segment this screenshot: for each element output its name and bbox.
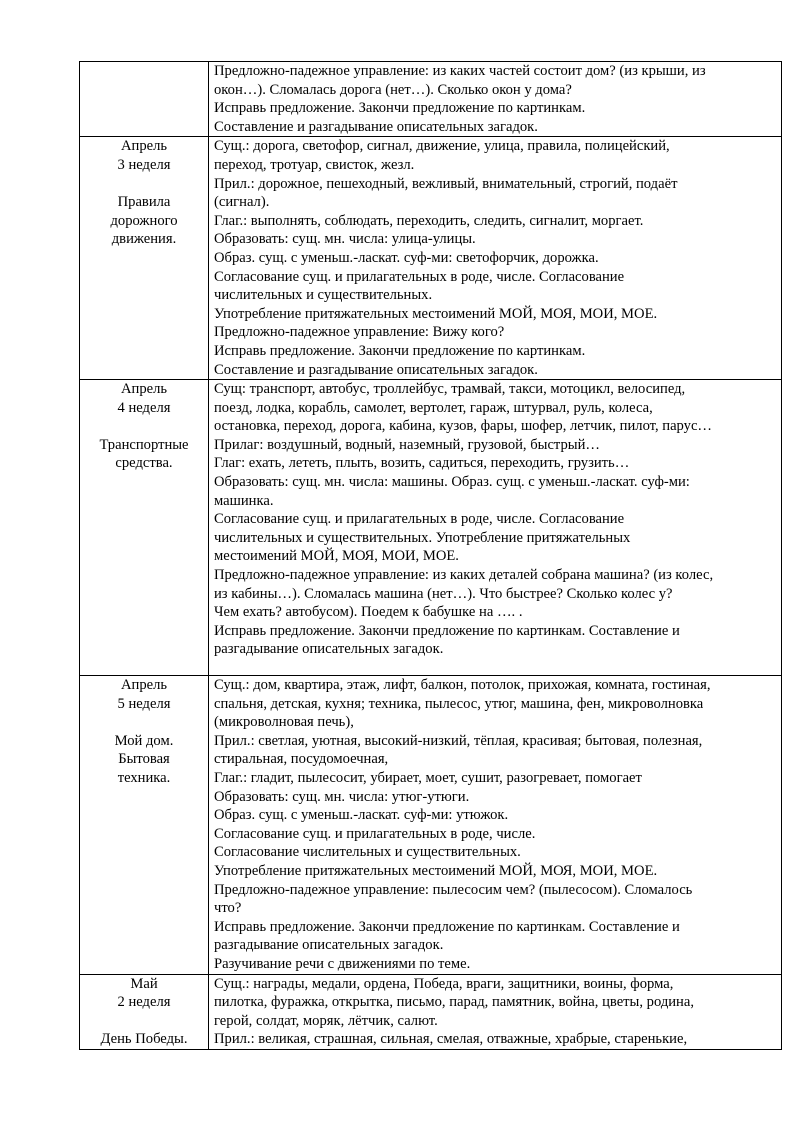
- week-label: 5 неделя: [117, 695, 171, 712]
- period-cell: [80, 676, 209, 975]
- text-line: Употребление притяжательных местоимений МОЙ, МОЯ, МОИ, МОЕ.: [214, 862, 658, 879]
- text-line: разгадывание описательных загадок.: [214, 641, 444, 658]
- text-line: пилотка, фуражка, открытка, письмо, парад, памятник, война, цветы, родина,: [214, 994, 694, 1011]
- period-cell: [80, 380, 209, 676]
- text-line: Образовать: сущ. мн. числа: утюг-утюги.: [214, 788, 470, 805]
- text-line: Прил.: дорожное, пешеходный, вежливый, внимательный, строгий, подаёт: [214, 175, 678, 192]
- table-row: [80, 380, 782, 676]
- text-line: Предложно-падежное управление: Вижу кого?: [214, 324, 505, 341]
- text-line: Прил.: светлая, уютная, высокий-низкий, тёплая, красивая; бытовая, полезная,: [214, 732, 703, 749]
- period-cell: [80, 62, 209, 137]
- topic-label: техника.: [117, 769, 171, 786]
- text-line: окон…). Сломалась дорога (нет…). Сколько окон у дома?: [214, 81, 572, 98]
- text-line: Глаг.: гладит, пылесосит, убирает, моет, сушит, разогревает, помогает: [214, 769, 642, 786]
- table-row: [80, 137, 782, 380]
- text-line: поезд, лодка, корабль, самолет, вертолет, гараж, штурвал, руль, колеса,: [214, 399, 653, 416]
- period-cell: [80, 974, 209, 1049]
- text-line: Образовать: сущ. мн. числа: улица-улицы.: [214, 231, 476, 248]
- text-line: разгадывание описательных загадок.: [214, 937, 444, 954]
- text-line: остановка, переход, дорога, кабина, кузов, фары, шофер, летчик, пилот, парус…: [214, 418, 713, 435]
- text-line: Согласование сущ. и прилагательных в роде, числе. Согласование: [214, 511, 625, 528]
- topic-label: средства.: [115, 455, 173, 472]
- text-line: Глаг: ехать, лететь, плыть, возить, садиться, переходить, грузить…: [214, 455, 630, 472]
- text-line: Употребление притяжательных местоимений МОЙ, МОЯ, МОИ, МОЕ.: [214, 305, 658, 322]
- text-line: Сущ: транспорт, автобус, троллейбус, трамвай, такси, мотоцикл, велосипед,: [214, 381, 686, 398]
- topic-label: Транспортные: [99, 436, 189, 453]
- topic-label: Бытовая: [118, 751, 170, 768]
- text-line: Прил.: великая, страшная, сильная, смелая, отважные, храбрые, старенькие,: [214, 1031, 688, 1048]
- week-label: 4 неделя: [117, 399, 171, 416]
- text-line: Предложно-падежное управление: из каких частей состоит дом? (из крыши, из: [214, 63, 706, 79]
- topic-label: дорожного: [110, 212, 178, 229]
- month-label: Апрель: [120, 138, 168, 155]
- topic-label: День Победы.: [100, 1031, 188, 1048]
- month-label: Май: [130, 975, 158, 992]
- table-row: [80, 676, 782, 975]
- text-line: Образовать: сущ. мн. числа: машины. Образ. сущ. с уменьш.-ласкат. суф-ми:: [214, 474, 690, 491]
- text-line: машинка.: [214, 492, 274, 509]
- text-line: Чем ехать? автобусом). Поедем к бабушке на …. .: [214, 604, 523, 621]
- text-line: числительных и существительных.: [214, 287, 433, 304]
- content-cell: [209, 974, 782, 1049]
- text-line: Согласование сущ. и прилагательных в роде, числе.: [214, 825, 536, 842]
- month-label: Апрель: [120, 677, 168, 693]
- content-cell: [209, 137, 782, 380]
- text-line: Составление и разгадывание описательных загадок.: [214, 118, 538, 135]
- text-line: Согласование числительных и существительных.: [214, 844, 521, 861]
- lesson-plan-table: [79, 61, 782, 1050]
- month-label: Апрель: [120, 381, 168, 398]
- text-line: Образ. сущ. с уменьш.-ласкат. суф-ми: светофорчик, дорожка.: [214, 249, 599, 266]
- text-line: Исправь предложение. Закончи предложение по картинкам.: [214, 100, 586, 117]
- text-line: местоимений МОЙ, МОЯ, МОИ, МОЕ.: [214, 548, 459, 565]
- text-line: (микроволновая печь),: [214, 714, 354, 731]
- text-line: что?: [214, 900, 242, 917]
- content-cell: [209, 62, 782, 137]
- text-line: из кабины…). Сломалась машина (нет…). Что быстрее? Сколько колес у?: [214, 585, 673, 602]
- text-line: спальня, детская, кухня; техника, пылесос, утюг, машина, фен, микроволновка: [214, 695, 704, 712]
- period-cell: [80, 137, 209, 380]
- text-line: числительных и существительных. Употребление притяжательных: [214, 529, 631, 546]
- week-label: 2 неделя: [117, 994, 171, 1011]
- content-cell: [209, 380, 782, 676]
- text-line: (сигнал).: [214, 194, 270, 211]
- topic-label: Правила: [117, 194, 171, 211]
- text-line: Сущ.: дом, квартира, этаж, лифт, балкон, потолок, прихожая, комната, гостиная,: [214, 677, 711, 693]
- text-line: Исправь предложение. Закончи предложение по картинкам.: [214, 342, 586, 359]
- text-line: стиральная, посудомоечная,: [214, 751, 389, 768]
- text-line: Сущ.: дорога, светофор, сигнал, движение, улица, правила, полицейский,: [214, 138, 670, 155]
- text-line: Составление и разгадывание описательных загадок.: [214, 361, 538, 378]
- text-line: Разучивание речи с движениями по теме.: [214, 955, 471, 972]
- content-cell: [209, 676, 782, 975]
- text-line: Предложно-падежное управление: из каких деталей собрана машина? (из колес,: [214, 567, 714, 584]
- text-line: Сущ.: награды, медали, ордена, Победа, враги, защитники, воины, форма,: [214, 975, 674, 992]
- text-line: Образ. сущ. с уменьш.-ласкат. суф-ми: утюжок.: [214, 807, 509, 824]
- table-row: [80, 62, 782, 137]
- week-label: 3 неделя: [117, 156, 171, 173]
- topic-label: движения.: [111, 231, 177, 248]
- text-line: Прилаг: воздушный, водный, наземный, грузовой, быстрый…: [214, 436, 600, 453]
- text-line: Согласование сущ. и прилагательных в роде, числе. Согласование: [214, 268, 625, 285]
- text-line: Глаг.: выполнять, соблюдать, переходить, следить, сигналит, моргает.: [214, 212, 644, 229]
- table-row: [80, 974, 782, 1049]
- text-line: Исправь предложение. Закончи предложение по картинкам. Составление и: [214, 918, 680, 935]
- text-line: Предложно-падежное управление: пылесосим чем? (пылесосом). Сломалось: [214, 881, 693, 898]
- topic-label: Мой дом.: [114, 732, 174, 749]
- text-line: герой, солдат, моряк, лётчик, салют.: [214, 1012, 438, 1029]
- text-line: Исправь предложение. Закончи предложение по картинкам. Составление и: [214, 622, 680, 639]
- text-line: переход, тротуар, свисток, жезл.: [214, 156, 415, 173]
